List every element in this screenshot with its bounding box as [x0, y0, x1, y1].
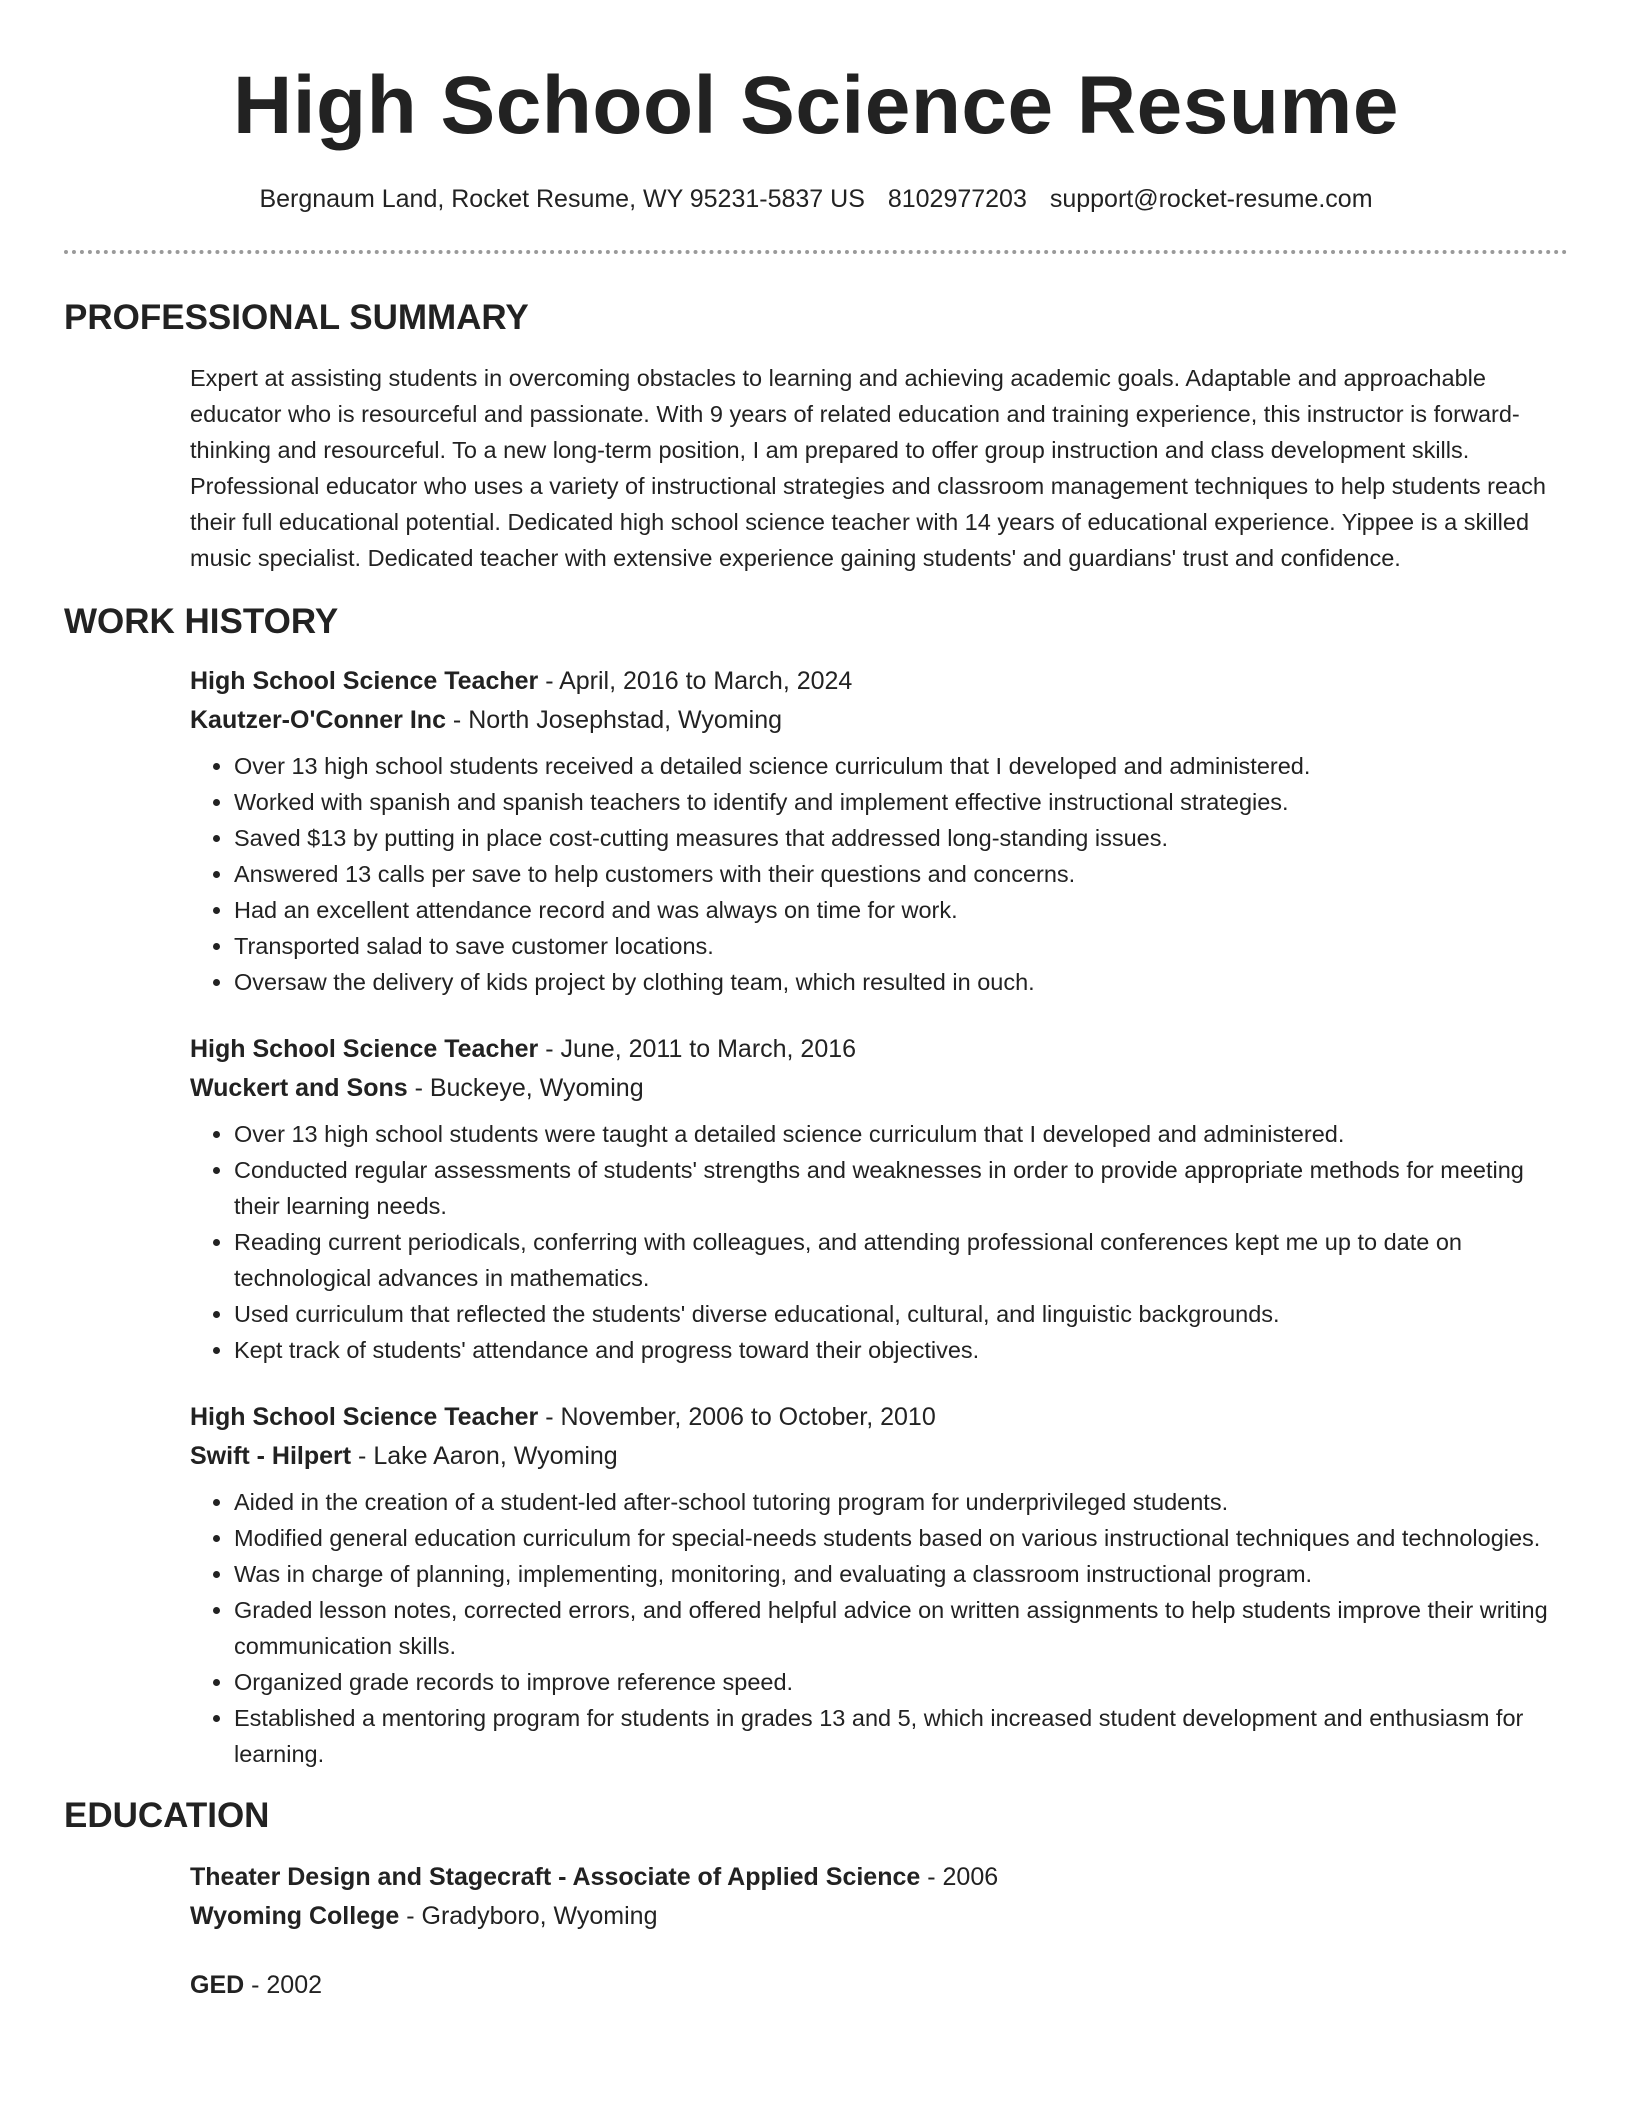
- job-bullet: • Oversaw the delivery of kids project by clothing team, which resulted in ouch.: [234, 964, 1568, 1000]
- contact-line: [64, 182, 1568, 216]
- job-bullet: • Modified general education curriculum for special-needs students based on various instructional techniques and technologies.: [234, 1520, 1568, 1556]
- summary-text: Expert at assisting students in overcoming obstacles to learning and achieving academic goals. Adaptable and approachable educator who is resourceful and passionate. With 9 years of related education and training experience, this instructor is forward-thinking and resourceful. To a new long-term position, I am prepared to offer group instruction and class development skills. Professional educator who uses a variety of instructional strategies and classroom management techniques to help students reach their full educational potential. Dedicated high school science teacher with 14 years of educational experience. Yippee is a skilled music specialist. Dedicated teacher with extensive experience gaining students' and guardians' trust and confidence.: [190, 365, 1546, 571]
- job-dates: - November, 2006 to October, 2010: [538, 1403, 936, 1431]
- job-company: Swift - Hilpert: [190, 1442, 352, 1470]
- job-bullet: • Graded lesson notes, corrected errors, and offered helpful advice on written assignments to help students improve their writing communication skills.: [234, 1592, 1568, 1664]
- job-entry: [190, 1398, 1568, 1772]
- job-title-line: [190, 1398, 1568, 1437]
- job-bullet: • Used curriculum that reflected the students' diverse educational, cultural, and linguistic backgrounds.: [234, 1296, 1568, 1332]
- job-dates: - June, 2011 to March, 2016: [538, 1035, 857, 1063]
- education-entry: [190, 1966, 1568, 2005]
- job-company-line: [190, 701, 1568, 740]
- summary-heading: PROFESSIONAL SUMMARY: [64, 298, 529, 337]
- job-bullet: • Over 13 high school students were taught a detailed science curriculum that I developed and administered.: [234, 1116, 1568, 1152]
- education-school: Wyoming College: [190, 1902, 400, 1930]
- education-year: - 2002: [244, 1971, 323, 1999]
- job-bullet: • Had an excellent attendance record and was always on time for work.: [234, 892, 1568, 928]
- job-company-line: [190, 1437, 1568, 1476]
- job-company: Wuckert and Sons: [190, 1074, 408, 1102]
- job-bullets: [190, 1484, 1568, 1772]
- job-location: - Buckeye, Wyoming: [407, 1074, 644, 1102]
- education-year: - 2006: [920, 1863, 999, 1891]
- education-school-line: [190, 1897, 1568, 1936]
- job-company-line: [190, 1069, 1568, 1108]
- resume-page: [64, 0, 1568, 2005]
- contact-phone: 8102977203: [887, 185, 1027, 213]
- summary-section: [64, 296, 1568, 576]
- job-bullets: [190, 748, 1568, 1000]
- job-bullet: • Worked with spanish and spanish teachers to identify and implement effective instructional strategies.: [234, 784, 1568, 820]
- job-bullet: • Saved $13 by putting in place cost-cutting measures that addressed long-standing issues.: [234, 820, 1568, 856]
- education-degree: GED: [190, 1971, 245, 1999]
- education-entry: [190, 1858, 1568, 1936]
- job-bullet: • Was in charge of planning, implementing, monitoring, and evaluating a classroom instructional program.: [234, 1556, 1568, 1592]
- job-title-line: [190, 662, 1568, 701]
- job-dates: - April, 2016 to March, 2024: [538, 667, 853, 695]
- job-bullet: • Established a mentoring program for students in grades 13 and 5, which increased student development and enthusiasm for learning.: [234, 1700, 1568, 1772]
- education-section: [64, 1794, 1568, 2005]
- education-heading: EDUCATION: [64, 1796, 270, 1835]
- contact-address: Bergnaum Land, Rocket Resume, WY 95231-5837 US: [259, 185, 865, 213]
- job-bullet: • Reading current periodicals, conferring with colleagues, and attending professional conferences kept me up to date on technological advances in mathematics.: [234, 1224, 1568, 1296]
- work-heading: WORK HISTORY: [64, 602, 339, 641]
- education-location: - Gradyboro, Wyoming: [399, 1902, 658, 1930]
- job-entry: [190, 662, 1568, 1000]
- education-degree-line: [190, 1966, 1568, 2005]
- work-section: [64, 600, 1568, 1772]
- job-bullet: • Transported salad to save customer locations.: [234, 928, 1568, 964]
- job-bullet: • Answered 13 calls per save to help customers with their questions and concerns.: [234, 856, 1568, 892]
- job-bullet: • Conducted regular assessments of students' strengths and weaknesses in order to provide appropriate methods for meeting their learning needs.: [234, 1152, 1568, 1224]
- job-bullets: [190, 1116, 1568, 1368]
- job-title: High School Science Teacher: [190, 667, 539, 695]
- job-entry: [190, 1030, 1568, 1368]
- job-bullet: • Over 13 high school students received a detailed science curriculum that I developed and administered.: [234, 748, 1568, 784]
- education-degree: Theater Design and Stagecraft - Associate of Applied Science: [190, 1863, 921, 1891]
- contact-email: support@rocket-resume.com: [1049, 185, 1373, 213]
- page-title: High School Science Resume: [233, 60, 1399, 151]
- education-degree-line: [190, 1858, 1568, 1897]
- job-title: High School Science Teacher: [190, 1035, 539, 1063]
- job-location: - North Josephstad, Wyoming: [445, 706, 783, 734]
- job-bullet: • Organized grade records to improve reference speed.: [234, 1664, 1568, 1700]
- job-bullet: • Aided in the creation of a student-led after-school tutoring program for underprivileged students.: [234, 1484, 1568, 1520]
- job-company: Kautzer-O'Conner Inc: [190, 706, 446, 734]
- job-title-line: [190, 1030, 1568, 1069]
- job-location: - Lake Aaron, Wyoming: [351, 1442, 618, 1470]
- header-divider: [64, 250, 1568, 254]
- job-bullet: • Kept track of students' attendance and progress toward their objectives.: [234, 1332, 1568, 1368]
- job-title: High School Science Teacher: [190, 1403, 539, 1431]
